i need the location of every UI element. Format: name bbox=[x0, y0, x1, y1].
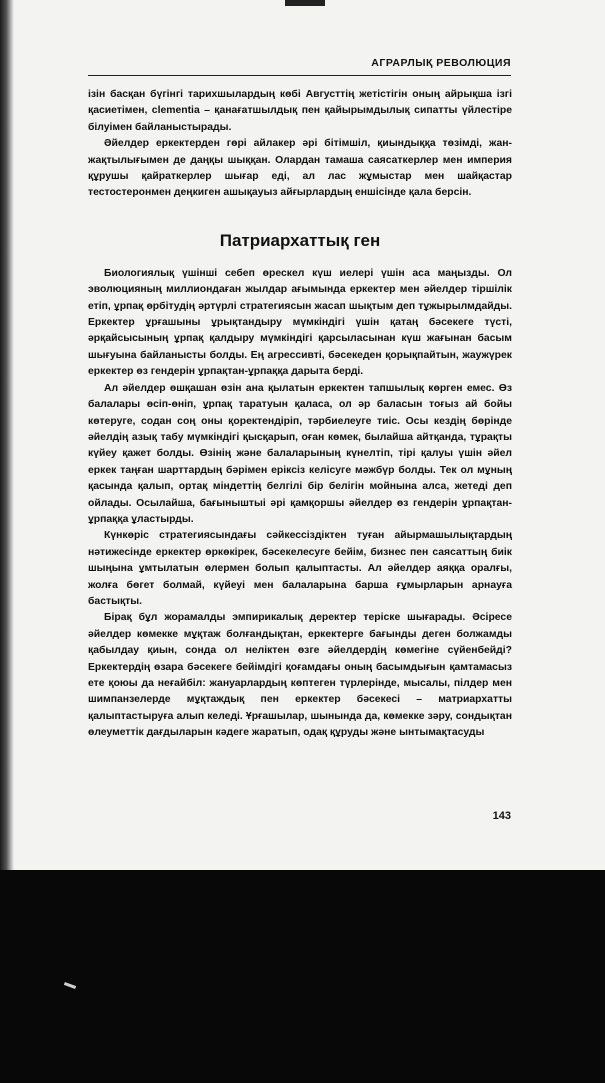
body-text bbox=[88, 87, 512, 742]
header-rule bbox=[88, 75, 511, 76]
paragraph: Әйелдер еркектерден гөрі айлакер әрі бітімшіл, қиындыққа төзімді, жан-жақтылығымен де даңқы шыққан. Олардан тамаша саясаткерлер мен империя құрушы қайраткерлер шығар еді, ал лас жұмыстар мен шайқастар тестостеронмен деңкиген ашықауыз айғырлардың еншісінде қала берсін. bbox=[88, 138, 512, 199]
section-heading: Патриархаттық ген bbox=[219, 230, 381, 250]
top-edge-mark bbox=[285, 0, 325, 6]
paragraph: Күнкөріс стратегиясындағы сәйкессіздіктен туған айырмашылықтардың нәтижесінде еркектер өркөкірек, бәсекелесуге бейім, бизнес пен саясаттың биік шыңына ұмтылатын өлермен болып қалыптасты. Ал әйелдер аяққа оралғы, жолға бөгет болмай, күйеуі мен балаларына барша ғұмырларын арнауға бастықты. bbox=[88, 530, 512, 607]
scan-artifact-mark bbox=[64, 982, 76, 989]
page-number: 143 bbox=[492, 810, 511, 822]
paragraph: ізін басқан бүгінгі тарихшылардың көбі Августтің жетістігін оның айрықша ізгі қасиетімен, clementia – қанағатшылдық пен қайырымдылық сипатты үйлестіре білуімен байланыстырады. bbox=[88, 89, 512, 133]
scan-background bbox=[0, 870, 605, 1083]
paragraph: Бірақ бұл жорамалды эмпирикалық деректер теріске шығарады. Әсіресе әйелдер көмекке мұқтаж болғандықтан, еркектерге бағынды деген болжамды қабылдау қиын, сонда ол неліктен өзге әйелдердің көмегіне сүйенбейді? Еркектердің өзара бәсекеге бейімдігі қоғамдағы оның басымдығын қамтамасыз ете қоюы да неғайбіл: жануарлардың көптеген түрлерінде, мысалы, пілдер мен шимпанзелерде мұқтаждық пен еркектер бәсекесі – матриархатты қалыптастыруға алып келеді. Ұрғашылар, шынында да, көмекке зәру, сондықтан өлеуметтік дағдыларын кәдеге жаратып, одақ құруды және ынтымақтасуды bbox=[88, 612, 512, 739]
running-header: АГРАРЛЫҚ РЕВОЛЮЦИЯ bbox=[371, 57, 511, 69]
paragraph: Биологиялық үшінші себеп өрескел күш иелері үшін аса маңызды. Ол эволюцияның миллиондаған жылдар ағымында еркектер мен әйелдер тіршілік етіп, ұрпақ өрбітудің әртүрлі стратегиясын жасап шықтым деп тұжырылмдайды. Еркектер ұрғашыны ұрықтандыру мүмкіндігі үшін қатаң бәсекеге түсті, әрқайсысының ұрпақ қалдыру мүмкіндігі қарсыласынан күш жағынан басым шығуына байланысты болды. Ең агрессивті, бәсекеден қорықпайтын, жаужүрек еркектер өз гендерін ұрпақтан-ұрпаққа дарыта берді. bbox=[88, 267, 512, 378]
paragraph: Ал әйелдер өшқашан өзін ана қылатын еркектен тапшылық көрген емес. Өз балалары өсіп-өніп, ұрпақ таратуын қаласа, ол әр баласын тоғыз ай бойы көтеруге, содан соң оны қоректендіріп, тәрбиелеуге тиіс. Осы кездің бөрінде әйелдің азық табу мүмкіндігі қысқарып, оған көмек, былайша айтқанда, тұрақты күйеу қажет болды. Өзінің және балаларының күнелтіп, тірі қалуы үшін әйел еркек таңған шарттардың бәрімен еріксіз келісуге мәжбүр болды. Тек ол мұның қасында қалып, ортақ міндеттің белгілі бір белігін мойнына алса, жетеді деп ойлады. Осылайша, бағыныштыi әрі қамқоршы әйелдер өз гендерін ұрпақтан-ұрпаққа ұластырды. bbox=[88, 382, 512, 525]
book-spine-shadow bbox=[0, 0, 14, 870]
